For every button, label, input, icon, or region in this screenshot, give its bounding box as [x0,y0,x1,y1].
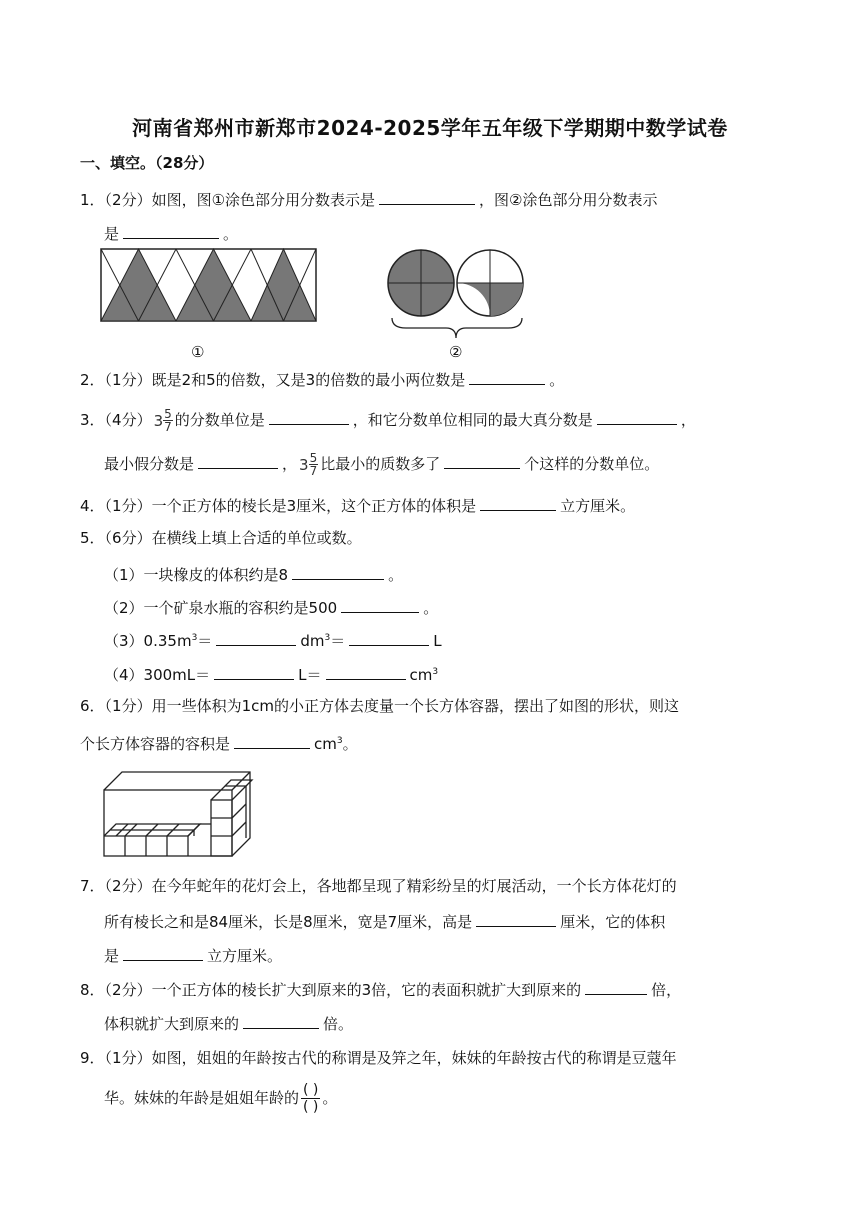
q5-sub3-c: dm [300,632,325,650]
q9-paren-bottom: ( ) [303,1099,319,1115]
q5-sub3-e: L [433,632,442,650]
q1-figure-2 [384,246,530,342]
q1-text-c: 是 [104,225,120,243]
q3-text-e: ， [282,455,298,473]
q6-text-a: 个长方体容器的容积是 [80,735,231,753]
q1-blank-1[interactable] [379,188,475,205]
q5-blank-4[interactable] [349,629,429,646]
q1-figure-1-label: ① [191,343,205,361]
q5-blank-5[interactable] [214,663,294,680]
q3-text-f: 比最小的质数多了 [320,455,441,473]
q7-blank-2[interactable] [123,944,203,961]
q7-text-a: 所有棱长之和是84厘米，长是8厘米，宽是7厘米，高是 [104,913,473,931]
q3-text-d: 最小假分数是 [104,455,195,473]
q3-mixed-numerator: 5 [164,407,172,421]
q5-sub4-sup: 3 [432,667,439,677]
q6-blank[interactable] [234,732,310,749]
q5-sub3-d: ＝ [330,632,346,650]
question-5-sub-4 [104,662,438,685]
q5-blank-6[interactable] [326,663,406,680]
question-2 [80,368,564,390]
q5-sub1-a: （1）一块橡皮的体积约是8 [104,566,289,584]
q1-figure-1 [100,248,320,324]
q8-text-c: 体积就扩大到原来的 [104,1015,240,1033]
question-8-line-2 [104,1012,353,1034]
q3-blank-1[interactable] [269,408,349,425]
q9-text-a: 华。妹妹的年龄是姐姐年龄的 [104,1089,300,1107]
q5-sub4-c: cm [409,666,433,684]
q5-blank-2[interactable] [341,596,419,613]
question-3-line-2 [104,452,659,477]
q2-text-b: 。 [549,371,565,389]
question-5-sub-1 [104,563,403,585]
q3-mixed-whole: 3 [153,411,164,430]
q7-text-b: 厘米，它的体积 [560,913,666,931]
q3-blank-4[interactable] [444,452,520,469]
q5-sub3-sup2: 3 [324,633,331,643]
q3-text-a: 的分数单位是 [174,411,265,429]
q5-sub1-b: 。 [388,566,404,584]
question-5-sub-3 [104,628,442,651]
q6-figure-container [100,766,264,860]
q6-sup: 3 [336,736,343,746]
question-7-line-1: 7．（2分）在今年蛇年的花灯会上，各地都呈现了精彩纷呈的灯展活动，一个长方体花灯的 [80,877,677,895]
q3-text-b: ，和它分数单位相同的最大真分数是 [352,411,593,429]
q7-text-d: 立方厘米。 [207,947,283,965]
question-5-intro: 5．（6分）在横线上填上合适的单位或数。 [80,529,362,547]
q1-text-b: ，图②涂色部分用分数表示 [479,191,658,209]
question-1-line-2 [104,222,238,244]
page-title: 河南省郑州市新郑市2024-2025学年五年级下学期期中数学试卷 [132,116,728,140]
q3-blank-2[interactable] [597,408,677,425]
q5-blank-1[interactable] [292,563,384,580]
q9-text-b: 。 [322,1089,338,1107]
q4-text-b: 立方厘米。 [560,497,636,515]
q4-text-a: 4．（1分）一个正方体的棱长是3厘米，这个正方体的体积是 [80,497,477,515]
q6-text-b: cm [314,735,337,753]
question-4 [80,494,635,516]
q3-text-g: 个这样的分数单位。 [524,455,660,473]
q7-blank-1[interactable] [476,910,556,927]
question-3-line-1 [80,408,696,433]
q5-sub4-a: （4）300mL＝ [104,666,211,684]
q3-mixed-denominator-2: 7 [309,464,318,478]
question-7-line-3 [104,944,282,966]
q7-text-c: 是 [104,947,120,965]
question-9-line-1: 9．（1分）如图，姐姐的年龄按古代的称谓是及笄之年，妹妹的年龄按古代的称谓是豆蔻年 [80,1049,677,1067]
q5-sub3-b: ＝ [197,632,213,650]
q2-text-a: 2．（1分）既是2和5的倍数，又是3的倍数的最小两位数是 [80,371,466,389]
q1-text-a: 1．（2分）如图，图①涂色部分用分数表示是 [80,191,376,209]
q5-sub4-b: L＝ [298,666,322,684]
q8-text-a: 8．（2分）一个正方体的棱长扩大到原来的3倍，它的表面积就扩大到原来的 [80,981,582,999]
section-heading: 一、填空。（28分） [80,154,214,172]
q8-blank-1[interactable] [585,978,647,995]
q3-text-c: ， [680,411,696,429]
question-8-line-1 [80,978,681,1000]
q1-figure-2-label: ② [449,343,463,361]
question-5-sub-2 [104,596,438,618]
q3-mixed-number [154,408,173,433]
question-6-line-1: 6．（1分）用一些体积为1cm的小正方体去度量一个长方体容器，摆出了如图的形状，则这 [80,697,679,715]
q4-blank[interactable] [480,494,556,511]
q3-blank-3[interactable] [198,452,278,469]
question-9-line-2 [104,1082,337,1115]
q1-text-d: 。 [223,225,239,243]
q3-mixed-whole-2: 3 [299,455,309,474]
q9-paren-top: ( ) [303,1082,319,1098]
question-7-line-2 [104,910,665,932]
q8-text-d: 倍。 [323,1015,354,1033]
q5-sub3-sup: 3 [191,633,198,643]
q5-sub2-a: （2）一个矿泉水瓶的容积约是500 [104,599,338,617]
q2-blank[interactable] [469,368,545,385]
q8-blank-2[interactable] [243,1012,319,1029]
q5-sub2-b: 。 [423,599,439,617]
q3-mixed-number-2 [299,452,318,477]
q3-mixed-numerator-2: 5 [309,451,318,465]
q3-prefix: 3．（4分） [80,411,152,429]
q6-text-c: 。 [342,735,358,753]
question-6-line-2 [80,731,358,754]
q1-blank-2[interactable] [123,222,219,239]
question-1-line-1 [80,188,658,210]
q5-sub3-a: （3）0.35m [104,632,192,650]
q8-text-b: 倍， [651,981,682,999]
q3-mixed-denominator: 7 [164,420,172,434]
q9-fraction-blank[interactable] [301,1082,320,1115]
q5-blank-3[interactable] [216,629,296,646]
